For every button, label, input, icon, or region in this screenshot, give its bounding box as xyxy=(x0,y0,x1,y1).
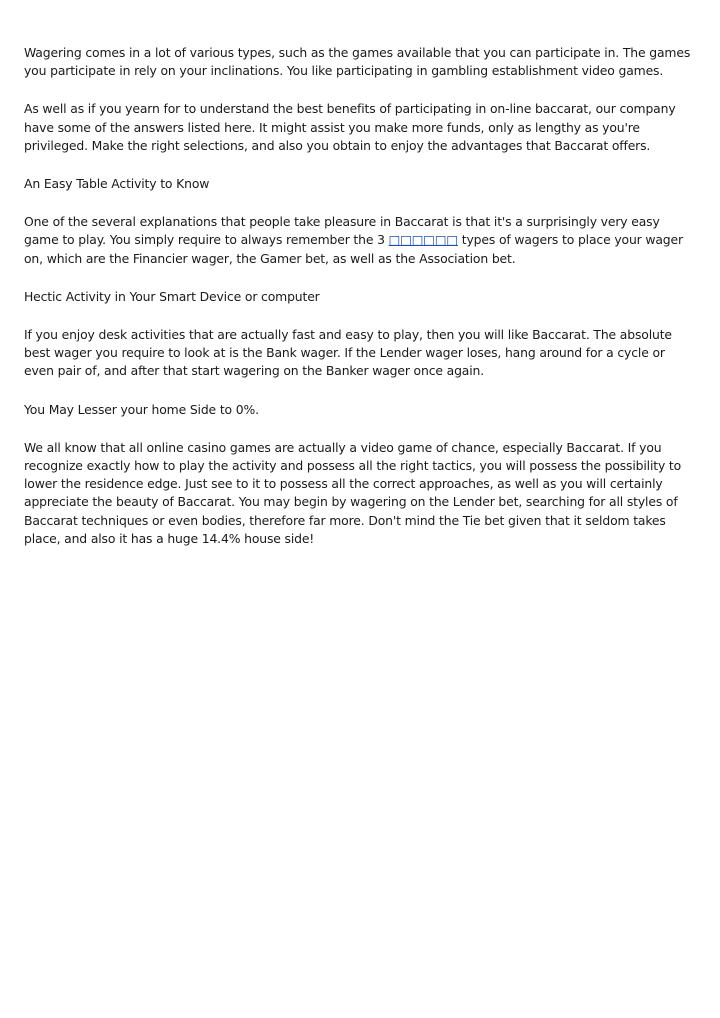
paragraph-easy-game xyxy=(24,213,696,268)
baccarat-link[interactable]: □□□□□□ xyxy=(388,232,458,248)
paragraph-benefits: As well as if you yearn for to understand the best benefits of participating in on-line baccarat, our company have some of the answers listed here. It might assist you make more funds, only as lengthy as you're privileged. Make the right selections, and also you obtain to enjoy the advantages that Baccarat offers. xyxy=(24,101,676,153)
paragraph-easy-game-text-after: types of wagers to place your wager on, which are the Financier wager, the Gamer bet, as well as the Association bet. xyxy=(24,232,683,266)
heading-house-side: You May Lesser your home Side to 0%. xyxy=(24,401,259,417)
paragraph-bank-wager: If you enjoy desk activities that are actually fast and easy to play, then you will like Baccarat. The absolute best wager you require to look at is the Bank wager. If the Lender wager loses, hang around for a cycle or even pair of, and after that start wagering on the Banker wager once again. xyxy=(24,327,672,379)
paragraph-easy-game-text-before: One of the several explanations that people take pleasure in Baccarat is that it's a surprisingly very easy game to play. You simply require to always remember the 3 xyxy=(24,214,660,248)
heading-easy-table-activity: An Easy Table Activity to Know xyxy=(24,176,210,192)
article-body xyxy=(24,44,696,568)
paragraph-intro: Wagering comes in a lot of various types, such as the games available that you can participate in. The games you participate in rely on your inclinations. You like participating in gambling establishment video games. xyxy=(24,45,691,79)
heading-hectic-activity: Hectic Activity in Your Smart Device or computer xyxy=(24,288,320,304)
paragraph-house-edge: We all know that all online casino games are actually a video game of chance, especially Baccarat. If you recognize exactly how to play the activity and possess all the right tactics, you will possess the possibility to lower the residence edge. Just see to it to possess all the correct approaches, as well as you will certainly appreciate the beauty of Baccarat. You may begin by wagering on the Lender bet, searching for all styles of Baccarat techniques or even bodies, therefore far more. Don't mind the Tie bet given that it seldom takes place, and also it has a huge 14.4% house side! xyxy=(24,439,682,546)
